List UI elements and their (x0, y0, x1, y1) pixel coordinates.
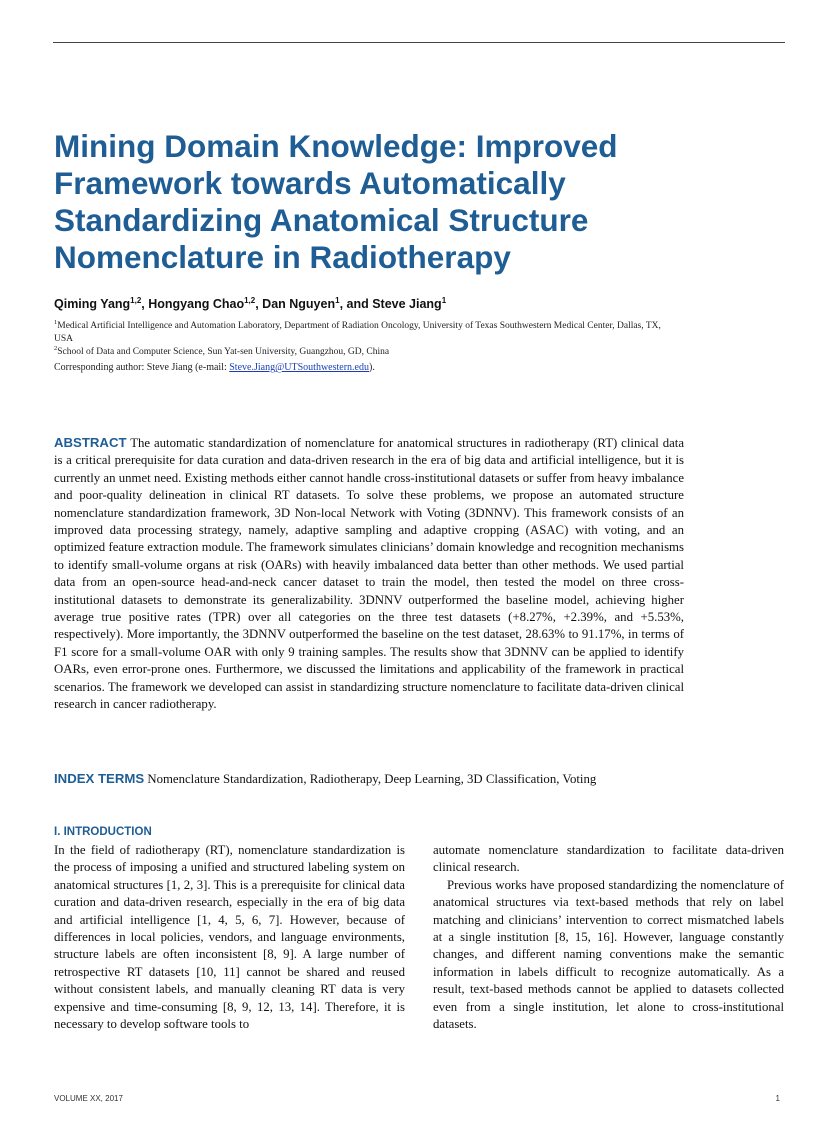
corresponding-suffix: ). (369, 362, 375, 373)
paper-title (54, 128, 754, 276)
corresponding-prefix: Corresponding author: Steve Jiang (e-mail: (54, 362, 230, 373)
author-name: Dan Nguyen (262, 297, 336, 312)
affiliation-2 (54, 342, 389, 359)
author-name: Qiming Yang (54, 297, 131, 312)
intro-column-left (54, 842, 405, 1033)
affiliation-text: Medical Artificial Intelligence and Automation Laboratory, Department of Radiation Oncology, University of Texas Southwestern Medical Center, Dallas, TX, USA (54, 321, 661, 345)
author-name: Steve Jiang (372, 297, 442, 312)
author-list (54, 296, 446, 311)
title-line: Standardizing Anatomical Structure (54, 202, 589, 238)
author-affiliation-mark: 1 (335, 296, 340, 305)
corresponding-author (54, 362, 375, 373)
page-number: 1 (775, 1094, 780, 1103)
affiliation-mark: 1 (54, 319, 58, 326)
author-name: Hongyang Chao (148, 297, 245, 312)
section-heading: I. INTRODUCTION (54, 826, 152, 838)
title-line: Framework towards Automatically (54, 165, 566, 201)
intro-paragraph: automate nomenclature standardization to facilitate data-driven clinical research. (433, 843, 784, 875)
intro-paragraph: In the field of radiotherapy (RT), nomenclature standardization is the process of imposing a unified and structured labeling system on anatomical structures [1, 2, 3]. This is a prerequisite for clinical data curation and data-driven research, especially in the era of big data and artificial intelligence [1, 4, 5, 6, 7]. However, because of differences in local policies, vendors, and language environments, structure labels are often inconsistent [8, 9]. A large number of retrospective RT datasets [10, 11] cannot be shared and reused without consistent labels, and manually cleaning RT data is very expensive and time-consuming [8, 9, 12, 13, 14]. Therefore, it is necessary to develop software tools to (54, 843, 405, 1032)
intro-column-right (433, 842, 784, 1033)
affiliation-mark: 2 (54, 345, 58, 352)
header-rule (53, 42, 785, 43)
author-separator: , (141, 297, 149, 312)
affiliation-text: School of Data and Computer Science, Sun Yat-sen University, Guangzhou, GD, China (57, 347, 390, 358)
title-line: Nomenclature in Radiotherapy (54, 239, 511, 275)
index-terms-text: Nomenclature Standardization, Radiotherapy, Deep Learning, 3D Classification, Voting (147, 772, 597, 786)
author-affiliation-mark: 1 (441, 296, 447, 305)
index-terms (54, 771, 774, 787)
author-email-link[interactable]: Steve.Jiang@UTSouthwestern.edu (229, 362, 369, 373)
author-separator: , (255, 297, 263, 312)
abstract (54, 434, 684, 714)
intro-paragraph: Previous works have proposed standardizing the nomenclature of anatomical structures via text-based methods that rely on label matching and clinicians’ intervention to correct mismatched labels at a single institution [8, 15, 16]. However, language constantly changes, and different naming conventions make the semantic information in labels difficult to recognize automatically. As a result, text-based methods cannot be applied to datasets collected even from a single institution, let alone to cross-institutional datasets. (433, 877, 784, 1032)
author-affiliation-mark: 1,2 (244, 296, 256, 305)
footer-volume: VOLUME XX, 2017 (54, 1094, 123, 1103)
title-line: Mining Domain Knowledge: Improved (54, 128, 618, 164)
author-affiliation-mark: 1,2 (130, 296, 142, 305)
author-separator: , and (339, 297, 373, 312)
abstract-text: The automatic standardization of nomenclature for anatomical structures in radiotherapy (RT) clinical data is a critical prerequisite for data curation and data-driven research in the era of big data and artificial intelligence, but it is currently an unmet need. Existing methods either cannot handle cross-institutional datasets or suffer from heavy imbalance and poor-quality delineation in clinical RT datasets. To solve these problems, we propose an automated structure nomenclature standardization framework, 3D Non-local Network with Voting (3DNNV). This framework consists of an improved data processing strategy, namely, adaptive sampling and adaptive cropping (ASAC) with voting, and an optimized feature extraction module. The framework simulates clinicians’ domain knowledge and recognition mechanisms to identify small-volume organs at risk (OARs) with heavily imbalanced data better than other methods. We used partial data from an open-source head-and-neck cancer dataset to train the model, then tested the model on three cross-institutional datasets to demonstrate its generalizability. 3DNNV outperformed the baseline model, achieving higher average true positive rates (TPR) over all categories on the three test datasets (+8.27%, +2.39%, and +5.53%, respectively). More importantly, the 3DNNV outperformed the baseline on the test dataset, 28.63% to 91.17%, in terms of F1 score for a small-volume OAR with only 9 training samples. The results show that 3DNNV can be applied to identify OARs, even error-prone ones. Furthermore, we discussed the limitations and applicability of the framework in practical scenarios. The framework we developed can assist in standardizing structure nomenclature to facilitate data-driven clinical research in cancer radiotherapy. (54, 436, 685, 712)
index-terms-label: INDEX TERMS (54, 771, 145, 786)
abstract-label: ABSTRACT (54, 435, 127, 450)
